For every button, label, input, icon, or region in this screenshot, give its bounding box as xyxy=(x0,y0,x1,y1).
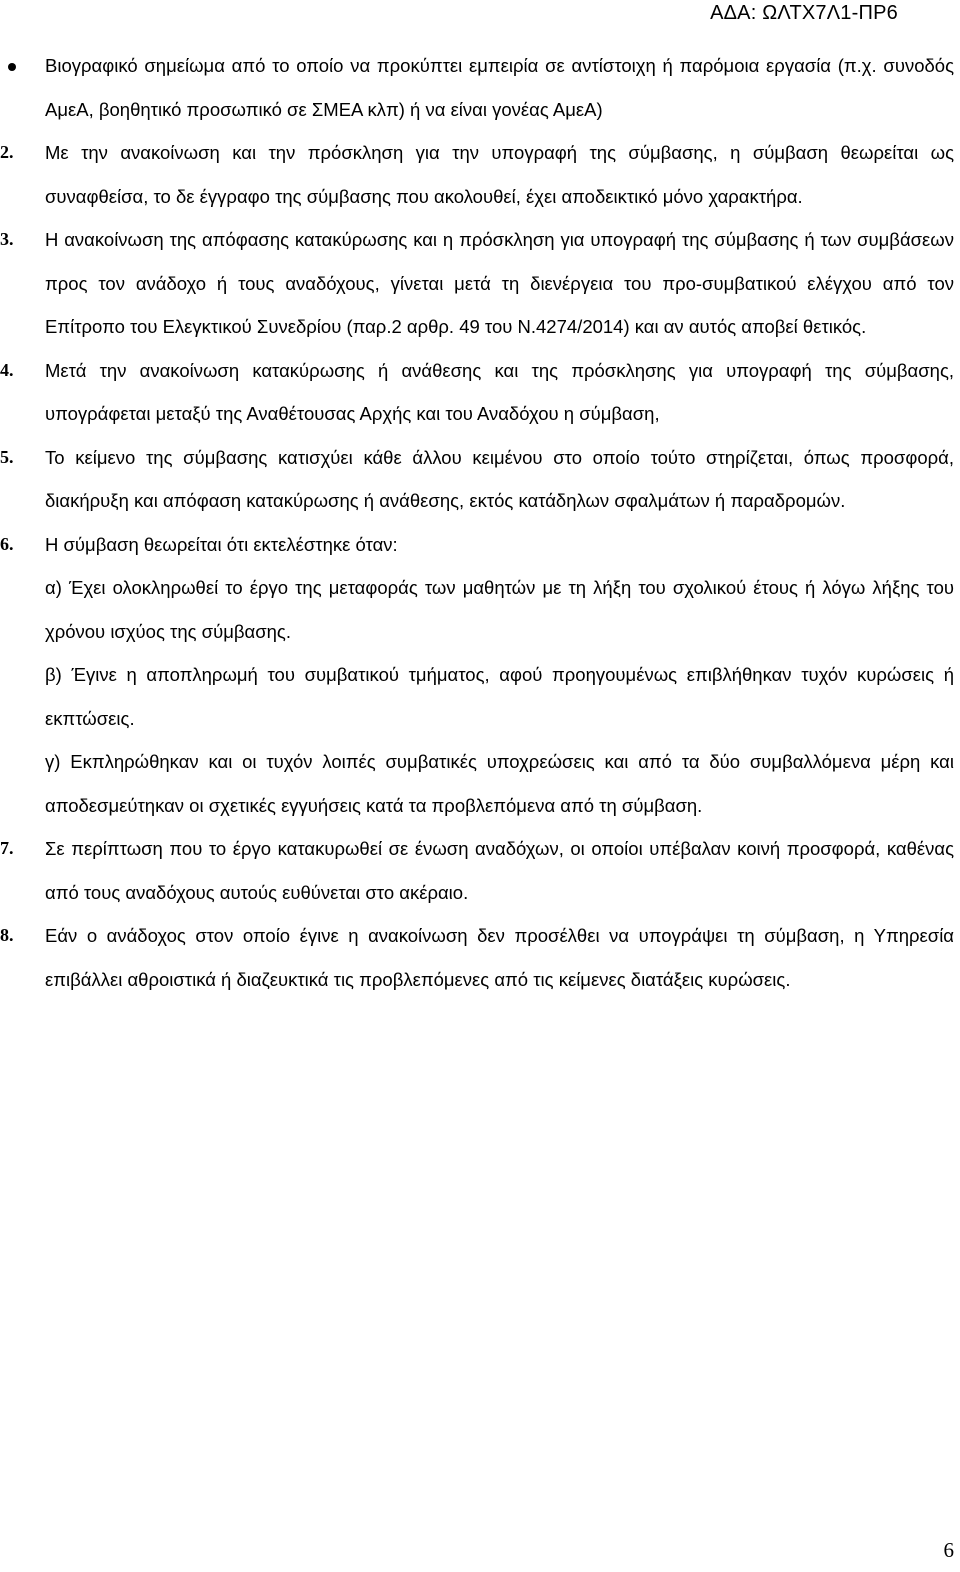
item-number: 3. xyxy=(0,229,14,249)
document-code: ΑΔΑ: ΩΛΤΧ7Λ1-ΠΡ6 xyxy=(710,2,898,24)
item-text: Με την ανακοίνωση και την πρόσκληση για την υπογραφή της σύμβασης, η σύμβαση θεωρείται ως συναφθείσα, το δε έγγραφο της σύμβασης που ακολουθεί, έχει αποδεικτικό μόνο χαρακτήρα. xyxy=(45,142,954,207)
bullet-icon xyxy=(8,63,16,71)
item-text: Εάν ο ανάδοχος στον οποίο έγινε η ανακοίνωση δεν προσέλθει να υπογράψει τη σύμβαση, η Υπηρεσία επιβάλλει αθροιστικά ή διαζευκτικά τις προβλεπόμενες από τις κείμενες διατάξεις κυρώσεις. xyxy=(45,925,954,990)
list-item-8 xyxy=(0,914,960,1001)
item-number: 5. xyxy=(0,446,14,467)
list-item-2 xyxy=(0,131,960,218)
item-text: Η ανακοίνωση της απόφασης κατακύρωσης και η πρόσκληση για υπογραφή της σύμβασης ή των συμβάσεων προς τον ανάδοχο ή τους αναδόχους, γίνεται μετά τη διενέργεια του προ-συμβατικού ελέγχου από τον Επίτροπο του Ελεγκτικού Συνεδρίου (παρ.2 αρθρ. 49 του Ν.4274/2014) και αν αυτός αποβεί θετικός. xyxy=(45,229,954,337)
list-item-7 xyxy=(0,827,960,914)
item-subpoint-b: β) Έγινε η αποπληρωμή του συμβατικού τμήματος, αφού προηγουμένως επιβλήθηκαν τυχόν κυρώσεις ή εκπτώσεις. xyxy=(45,664,954,729)
item-subpoint-a: α) Έχει ολοκληρωθεί το έργο της μεταφοράς των μαθητών με τη λήξη του σχολικού έτους ή λόγω λήξης του χρόνου ισχύος της σύμβασης. xyxy=(45,577,954,642)
page-number: 6 xyxy=(943,1538,954,1562)
bullet-item xyxy=(0,44,960,131)
item-text: Το κείμενο της σύμβασης κατισχύει κάθε άλλου κειμένου στο οποίο τούτο στηρίζεται, όπως προσφορά, διακήρυξη και απόφαση κατακύρωσης ή ανάθεσης, εκτός κατάδηλων σφαλμάτων ή παραδρομών. xyxy=(45,446,954,511)
bullet-text: Βιογραφικό σημείωμα από το οποίο να προκύπτει εμπειρία σε αντίστοιχη ή παρόμοια εργασία (π.χ. συνοδός ΑμεΑ, βοηθητικό προσωπικό σε ΣΜΕΑ κλπ) ή να είναι γονέας ΑμεΑ) xyxy=(45,55,954,120)
item-number: 7. xyxy=(0,838,14,858)
list-item-5 xyxy=(0,436,960,523)
list-item-6 xyxy=(0,523,960,828)
item-number: 2. xyxy=(0,142,14,162)
item-number: 4. xyxy=(0,359,14,380)
item-number: 6. xyxy=(0,533,14,554)
item-text: Μετά την ανακοίνωση κατακύρωσης ή ανάθεσης και της πρόσκλησης για υπογραφή της σύμβασης, υπογράφεται μεταξύ της Αναθέτουσας Αρχής και του Αναδόχου η σύμβαση, xyxy=(45,359,954,424)
item-number: 8. xyxy=(0,925,14,945)
item-text: Η σύμβαση θεωρείται ότι εκτελέστηκε όταν: xyxy=(45,533,398,555)
list-item-4 xyxy=(0,349,960,436)
document-body xyxy=(0,44,960,1001)
item-subpoint-c: γ) Εκπληρώθηκαν και οι τυχόν λοιπές συμβατικές υποχρεώσεις και από τα δύο συμβαλλόμενα μέρη και αποδεσμεύτηκαν οι σχετικές εγγυήσεις κατά τα προβλεπόμενα από τη σύμβαση. xyxy=(45,751,954,816)
list-item-3 xyxy=(0,218,960,349)
item-text: Σε περίπτωση που το έργο κατακυρωθεί σε ένωση αναδόχων, οι οποίοι υπέβαλαν κοινή προσφορά, καθένας από τους αναδόχους αυτούς ευθύνεται στο ακέραιο. xyxy=(45,838,954,903)
